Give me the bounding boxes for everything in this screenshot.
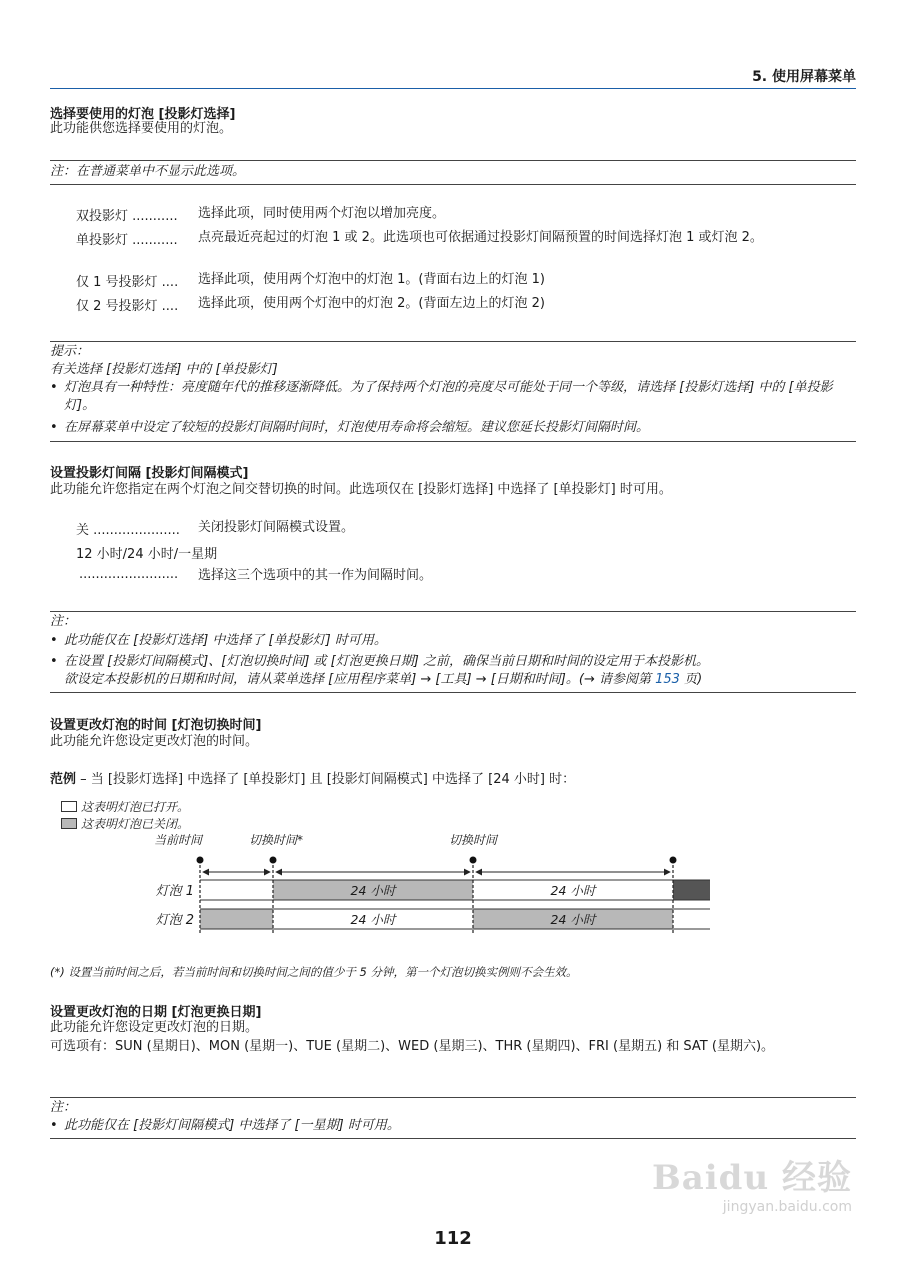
change-date-choices: 可选项有：SUN (星期日)、MON (星期一)、TUE (星期二)、WED (星期三)、THR (星期四)、FRI (星期五) 和 SAT (星期六)。 <box>50 1039 775 1054</box>
interval-off-value: 关闭投影灯间隔模式设置。 <box>198 520 355 535</box>
example-label: 范例 <box>50 772 77 787</box>
tip-text: 在屏幕菜单中设定了较短的投影灯间隔时间时，灯泡使用寿命将会缩短。建议您延长投影灯间隔时间。 <box>64 420 650 435</box>
note-item: • 此功能仅在 [投影灯间隔模式] 中选择了 [一星期] 时可用。 <box>50 1117 856 1135</box>
option-key-lamp2: 仅 2 号投影灯 .... <box>76 299 179 314</box>
note-item: • 此功能仅在 [投影灯选择] 中选择了 [单投影灯] 时可用。 <box>50 632 856 650</box>
note-text: 此功能仅在 [投影灯选择] 中选择了 [单投影灯] 时可用。 <box>64 633 387 648</box>
example-text: – 当 [投影灯选择] 中选择了 [单投影灯] 且 [投影灯间隔模式] 中选择了 [24 小时] 时： <box>76 772 576 787</box>
timeline-footnote: (*) 设置当前时间之后，若当前时间和切换时间之间的值少于 5 分钟，第一个灯泡切换实例则不会生效。 <box>50 965 578 979</box>
lamp-select-title: 选择要使用的灯泡 [投影灯选择] <box>50 107 236 122</box>
divider <box>50 184 856 185</box>
legend-on-label: 这表明灯泡已打开。 <box>81 800 190 814</box>
switch-marker-dot <box>470 857 477 864</box>
segment-label: 24 小时 <box>350 912 396 927</box>
lamp-select-note: 注：在普通菜单中不显示此选项。 <box>50 164 246 179</box>
example-line <box>50 771 575 789</box>
switch-marker-dot <box>670 857 677 864</box>
switch-marker-dot <box>270 857 277 864</box>
row-label: 灯泡 2 <box>155 913 194 928</box>
note-continuation <box>64 671 702 689</box>
timeline-segment <box>673 880 710 900</box>
option-value-dual: 选择此项，同时使用两个灯泡以增加亮度。 <box>198 206 446 221</box>
segment-label: 24 小时 <box>550 912 596 927</box>
divider <box>50 1097 856 1098</box>
interval-title: 设置投影灯间隔 [投影灯间隔模式] <box>50 466 249 481</box>
divider <box>50 441 856 442</box>
watermark-brand: Baidu 经验 <box>651 1158 852 1198</box>
option-key-lamp1: 仅 1 号投影灯 .... <box>76 275 179 290</box>
switch-marker-dot <box>197 857 204 864</box>
note-item: • 在设置 [投影灯间隔模式]、[灯泡切换时间] 或 [灯泡更换日期] 之前，确保当前日期和时间的设定用于本投影机。 <box>50 653 856 671</box>
segment-label: 24 小时 <box>550 883 596 898</box>
change-date-note-title: 注： <box>50 1100 77 1115</box>
interval-hours-dots: ........................ <box>79 567 179 582</box>
timeline-segment <box>200 909 273 929</box>
legend-off-label: 这表明灯泡已关闭。 <box>81 817 190 831</box>
option-value-single: 点亮最近亮起过的灯泡 1 或 2。此选项也可依据通过投影灯间隔预置的时间选择灯泡 1 或灯泡 2。 <box>198 230 763 245</box>
switch-time-desc: 此功能允许您设定更改灯泡的时间。 <box>50 734 259 749</box>
option-value-lamp2: 选择此项，使用两个灯泡中的灯泡 2。(背面左边上的灯泡 2) <box>198 296 545 311</box>
option-key-dual: 双投影灯 ........... <box>76 209 178 224</box>
interval-off-key: 关 ..................... <box>76 523 180 538</box>
switch-time-title: 设置更改灯泡的时间 [灯泡切换时间] <box>50 718 262 733</box>
row-label: 灯泡 1 <box>155 884 194 899</box>
divider <box>50 1138 856 1139</box>
tip-item: • 在屏幕菜单中设定了较短的投影灯间隔时间时，灯泡使用寿命将会缩短。建议您延长投影灯间隔时间。 <box>50 419 856 437</box>
note-text: 此功能仅在 [投影灯间隔模式] 中选择了 [一星期] 时可用。 <box>64 1118 400 1133</box>
interval-note-title: 注： <box>50 614 77 629</box>
note-text: 在设置 [投影灯间隔模式]、[灯泡切换时间] 或 [灯泡更换日期] 之前，确保当前日期和时间的设定用于本投影机。 <box>64 654 709 669</box>
divider <box>50 611 856 612</box>
interval-desc: 此功能允许您指定在两个灯泡之间交替切换的时间。此选项仅在 [投影灯选择] 中选择了 [单投影灯] 时可用。 <box>50 482 672 497</box>
chapter-title: 5. 使用屏幕菜单 <box>752 69 856 85</box>
note-continuation-post: 页) <box>679 672 703 687</box>
watermark-url: jingyan.baidu.com <box>722 1199 852 1215</box>
legend-on-swatch <box>61 801 77 812</box>
divider <box>50 692 856 693</box>
watermark <box>652 1150 852 1215</box>
change-date-desc: 此功能允许您设定更改灯泡的日期。 <box>50 1020 259 1035</box>
segment-label: 24 小时 <box>350 883 396 898</box>
page-number: 112 <box>434 1228 472 1249</box>
lamp-timeline-chart <box>0 826 906 942</box>
marker-label: 当前时间 <box>153 833 202 847</box>
marker-label: 切换时间 <box>448 833 498 847</box>
lamp-select-desc: 此功能供您选择要使用的灯泡。 <box>50 121 233 136</box>
timeline-segment <box>200 880 273 900</box>
interval-hours-key: 12 小时/24 小时/一星期 <box>76 547 218 562</box>
note-continuation-pre: 欲设定本投影机的日期和时间，请从菜单选择 [应用程序菜单] → [工具] → [日期和时间]。(→ 请参阅第 <box>64 672 656 687</box>
divider <box>50 160 856 161</box>
divider <box>50 341 856 342</box>
tip-subtitle: 有关选择 [投影灯选择] 中的 [单投影灯] <box>50 362 278 377</box>
change-date-title: 设置更改灯泡的日期 [灯泡更换日期] <box>50 1005 262 1020</box>
tip-title: 提示： <box>50 344 90 359</box>
tip-text: 灯泡具有一种特性：亮度随年代的推移逐渐降低。为了保持两个灯泡的亮度尽可能处于同一个等级，请选择 [投影灯选择] 中的 [单投影灯]。 <box>64 380 833 413</box>
option-key-single: 单投影灯 ........... <box>76 233 178 248</box>
page-153-link[interactable]: 153 <box>655 672 680 687</box>
chapter-rule <box>50 88 856 89</box>
option-value-lamp1: 选择此项，使用两个灯泡中的灯泡 1。(背面右边上的灯泡 1) <box>198 272 545 287</box>
marker-label: 切换时间* <box>248 833 304 847</box>
interval-hours-value: 选择这三个选项中的其一作为间隔时间。 <box>198 568 433 583</box>
tip-item: • 灯泡具有一种特性：亮度随年代的推移逐渐降低。为了保持两个灯泡的亮度尽可能处于同一个等级，请选择 [投影灯选择] 中的 [单投影灯]。 <box>50 379 856 415</box>
